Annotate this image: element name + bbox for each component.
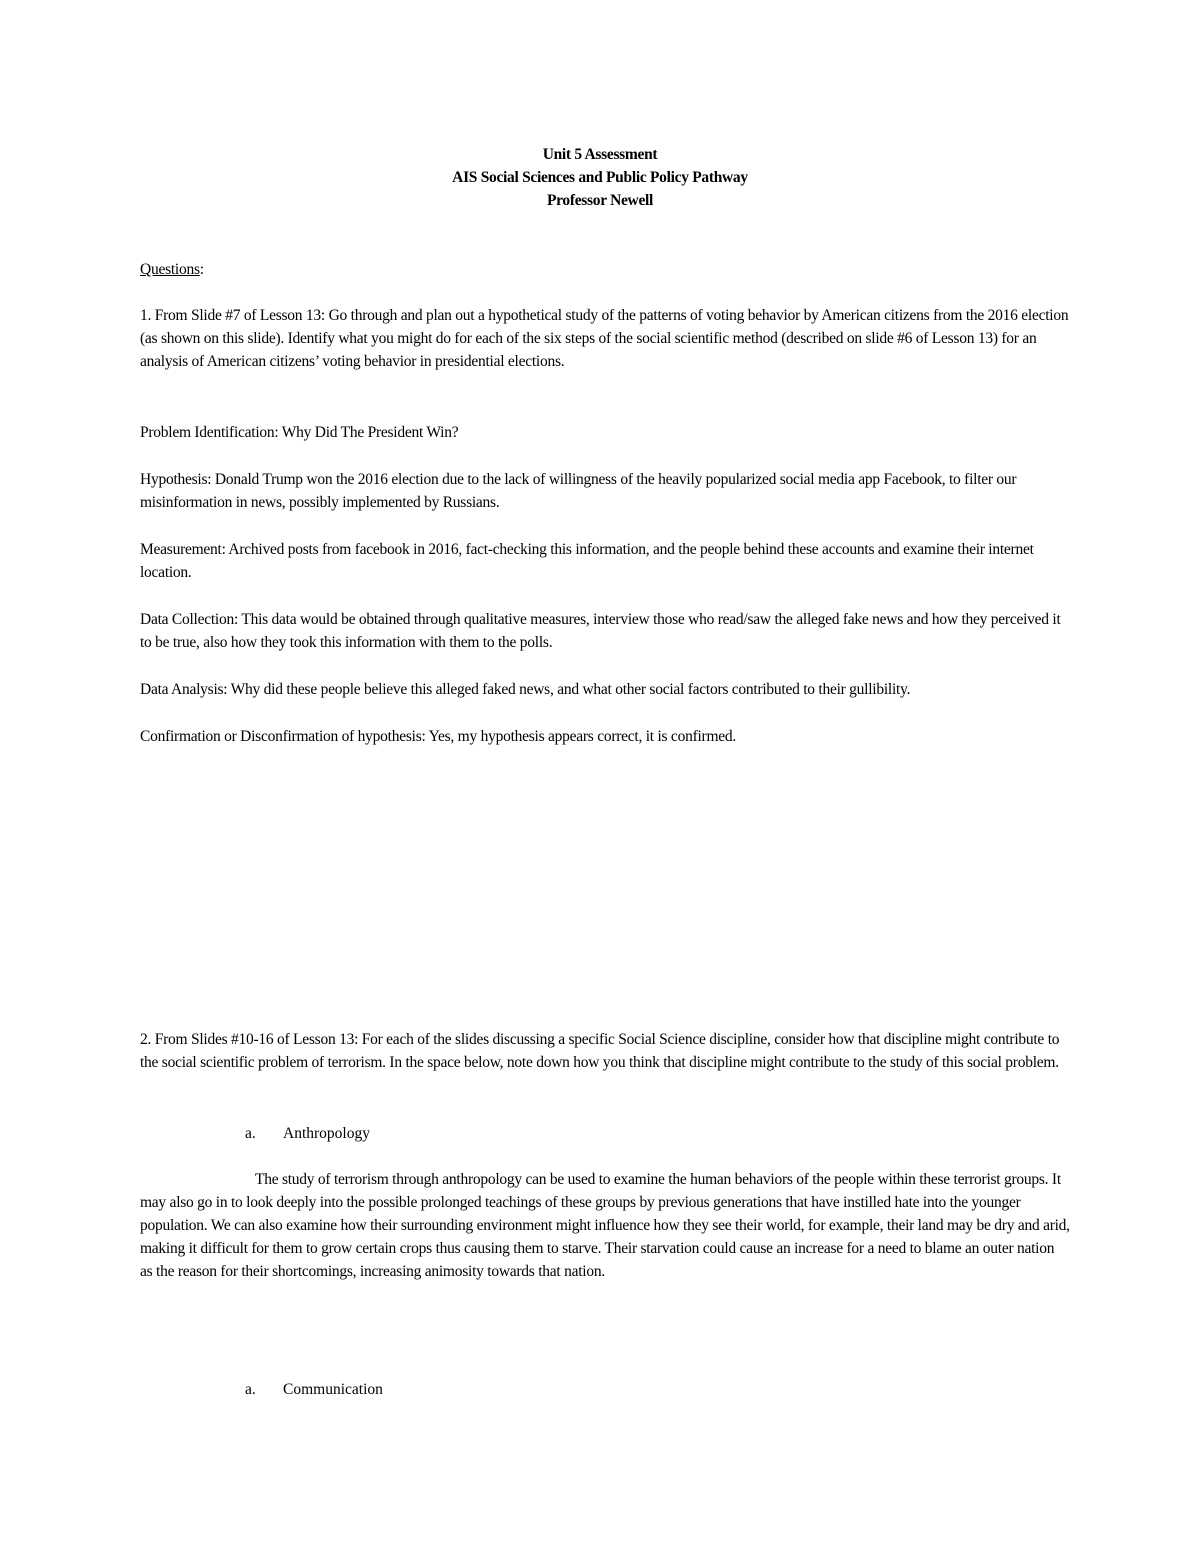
data-collection: Data Collection: This data would be obtained through qualitative measures, interview those who read/saw the alleged fake news and how they perceived it to be true, also how they took this information with them to the polls. <box>140 611 1061 651</box>
confirmation: Confirmation or Disconfirmation of hypothesis: Yes, my hypothesis appears correct, it is confirmed. <box>140 728 737 745</box>
header-title: Unit 5 Assessment <box>542 146 658 163</box>
measurement: Measurement: Archived posts from facebook in 2016, fact-checking this information, and the people behind these accounts and examine their internet location. <box>140 541 1034 581</box>
header-course: AIS Social Sciences and Public Policy Pathway <box>452 169 748 186</box>
questions-colon: : <box>199 261 204 278</box>
list-label-anthropology: Anthropology <box>283 1125 370 1142</box>
anthropology-answer: The study of terrorism through anthropology can be used to examine the human behaviors of the people within these terrorist groups. It may also go in to look deeply into the possible prolonged teachings of these groups by previous generations that have instilled hate into the younger population. We can also examine how their surrounding environment might influence how they see their world, for example, their land may be dry and arid, making it difficult for them to grow certain crops thus causing them to starve. Their starvation could cause an increase for a need to blame an outer nation as the reason for their shortcomings, increasing animosity towards that nation. <box>140 1171 1070 1280</box>
problem-identification: Problem Identification: Why Did The President Win? <box>140 424 459 441</box>
list-marker-anthropology: a. <box>245 1125 256 1142</box>
data-analysis: Data Analysis: Why did these people believe this alleged faked news, and what other social factors contributed to their gullibility. <box>140 681 911 698</box>
question-1-prompt: 1. From Slide #7 of Lesson 13: Go through and plan out a hypothetical study of the patterns of voting behavior by American citizens from the 2016 election (as shown on this slide). Identify what you might do for each of the six steps of the social scientific method (described on slide #6 of Lesson 13) for an analysis of American citizens’ voting behavior in presidential elections. <box>140 307 1069 370</box>
hypothesis: Hypothesis: Donald Trump won the 2016 election due to the lack of willingness of the heavily popularized social media app Facebook, to filter our misinformation in news, possibly implemented by Russians. <box>140 471 1017 511</box>
list-label-communication: Communication <box>283 1381 383 1398</box>
header-professor: Professor Newell <box>546 192 654 209</box>
questions-heading <box>140 258 1070 281</box>
question-2-prompt: 2. From Slides #10-16 of Lesson 13: For each of the slides discussing a specific Social Science discipline, consider how that discipline might contribute to the social scientific problem of terrorism. In the space below, note down how you think that discipline might contribute to the study of this social problem. <box>140 1031 1060 1071</box>
list-marker-communication: a. <box>245 1381 256 1398</box>
document-header <box>0 143 1200 212</box>
questions-label: Questions <box>140 261 200 278</box>
